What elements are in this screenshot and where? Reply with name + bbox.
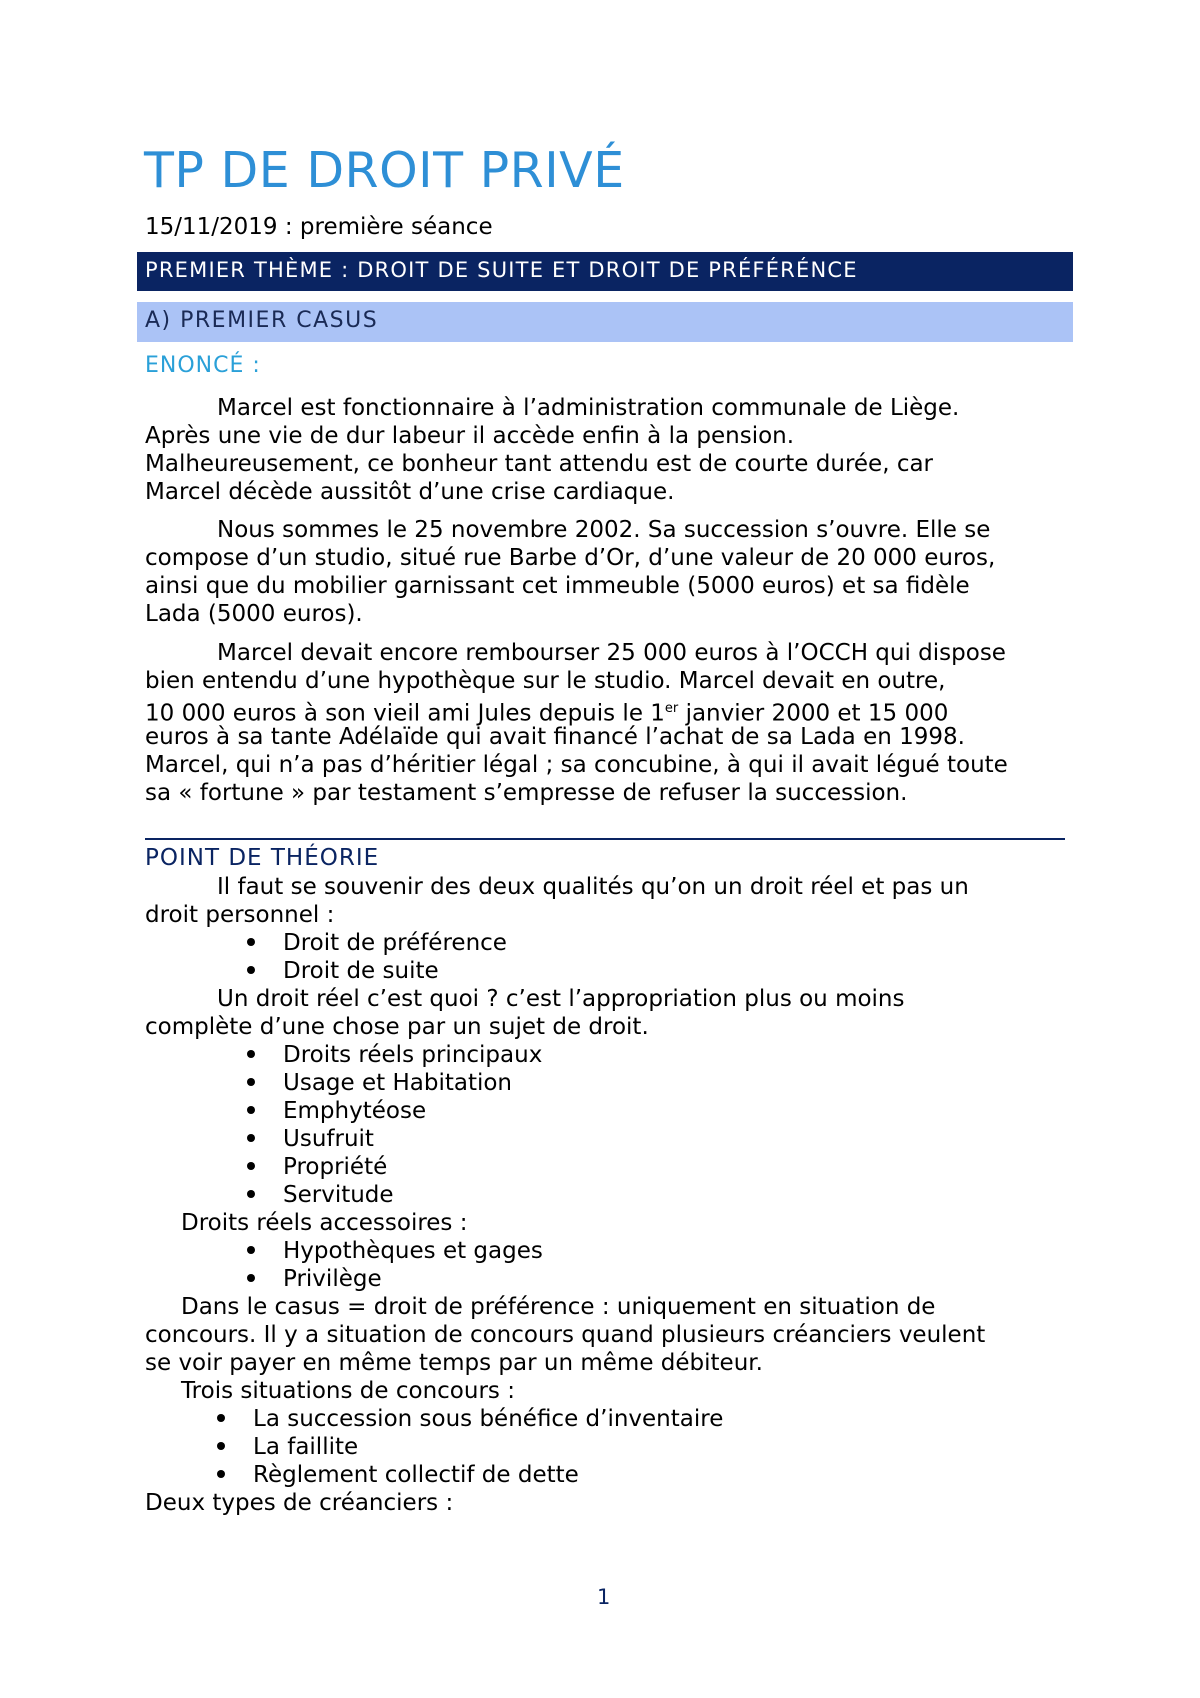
list-item: Usage et Habitation <box>283 1070 513 1096</box>
document-title: TP DE DROIT PRIVÉ <box>144 142 625 199</box>
text-line: Nous sommes le 25 novembre 2002. Sa succession s’ouvre. Elle se <box>217 517 991 543</box>
text-line: Marcel décède aussitôt d’une crise cardiaque. <box>145 479 675 505</box>
bullet-icon <box>247 1134 255 1142</box>
enonce-label: ENONCÉ : <box>145 353 261 378</box>
list-item: Privilège <box>283 1266 382 1292</box>
text-line: euros à sa tante Adélaïde qui avait financé l’achat de sa Lada en 1998. <box>145 724 965 750</box>
list-item: Propriété <box>283 1154 388 1180</box>
text-line: compose d’un studio, situé rue Barbe d’Or, d’une valeur de 20 000 euros, <box>145 545 996 571</box>
bullet-icon <box>217 1470 225 1478</box>
section-heading: A) PREMIER CASUS <box>137 302 1073 342</box>
text-line: Marcel est fonctionnaire à l’administration communale de Liège. <box>217 395 960 421</box>
list-item: Servitude <box>283 1182 394 1208</box>
text-line: Marcel, qui n’a pas d’héritier légal ; sa concubine, à qui il avait légué toute <box>145 752 1008 778</box>
list-item: Droit de préférence <box>283 930 507 956</box>
text-line: Après une vie de dur labeur il accède enfin à la pension. <box>145 423 795 449</box>
text-line: concours. Il y a situation de concours quand plusieurs créanciers veulent <box>145 1322 986 1348</box>
bullet-icon <box>247 1246 255 1254</box>
text-fragment: janvier 2000 et 15 000 <box>678 700 949 727</box>
text-line: Deux types de créanciers : <box>145 1490 454 1516</box>
list-item: La succession sous bénéfice d’inventaire <box>253 1406 724 1432</box>
text-line: Marcel devait encore rembourser 25 000 euros à l’OCCH qui dispose <box>217 640 1006 666</box>
session-date: 15/11/2019 : première séance <box>145 214 493 240</box>
text-line: Droits réels accessoires : <box>181 1210 468 1236</box>
bullet-icon <box>247 1050 255 1058</box>
text-line: Un droit réel c’est quoi ? c’est l’appropriation plus ou moins <box>217 986 905 1012</box>
bullet-icon <box>247 1106 255 1114</box>
text-line: Dans le casus = droit de préférence : uniquement en situation de <box>181 1294 936 1320</box>
list-item: Usufruit <box>283 1126 374 1152</box>
bullet-icon <box>247 1274 255 1282</box>
text-line: Lada (5000 euros). <box>145 601 363 627</box>
bullet-icon <box>217 1442 225 1450</box>
bullet-icon <box>247 1190 255 1198</box>
text-line: Il faut se souvenir des deux qualités qu’on un droit réel et pas un <box>217 874 969 900</box>
bullet-icon <box>247 1078 255 1086</box>
bullet-icon <box>247 966 255 974</box>
divider <box>145 838 1065 840</box>
list-item: Règlement collectif de dette <box>253 1462 579 1488</box>
list-item: Droit de suite <box>283 958 439 984</box>
text-line: bien entendu d’une hypothèque sur le studio. Marcel devait en outre, <box>145 668 946 694</box>
theme-heading: PREMIER THÈME : DROIT DE SUITE ET DROIT DE PRÉFÉRÉNCE <box>137 252 1073 291</box>
text-line: sa « fortune » par testament s’empresse de refuser la succession. <box>145 780 908 806</box>
text-fragment: 10 000 euros à son vieil ami Jules depuis le 1 <box>145 700 665 727</box>
list-item: Emphytéose <box>283 1098 427 1124</box>
text-line: se voir payer en même temps par un même débiteur. <box>145 1350 763 1376</box>
theory-label: POINT DE THÉORIE <box>145 845 380 871</box>
list-item: Droits réels principaux <box>283 1042 543 1068</box>
text-line: droit personnel : <box>145 902 335 928</box>
superscript: er <box>664 701 679 716</box>
text-line: complète d’une chose par un sujet de droit. <box>145 1014 649 1040</box>
bullet-icon <box>217 1414 225 1422</box>
text-line: Trois situations de concours : <box>181 1378 515 1404</box>
text-line: Malheureusement, ce bonheur tant attendu est de courte durée, car <box>145 451 934 477</box>
list-item: Hypothèques et gages <box>283 1238 543 1264</box>
bullet-icon <box>247 1162 255 1170</box>
page-number: 1 <box>597 1585 611 1609</box>
text-line: ainsi que du mobilier garnissant cet immeuble (5000 euros) et sa fidèle <box>145 573 970 599</box>
list-item: La faillite <box>253 1434 359 1460</box>
bullet-icon <box>247 938 255 946</box>
